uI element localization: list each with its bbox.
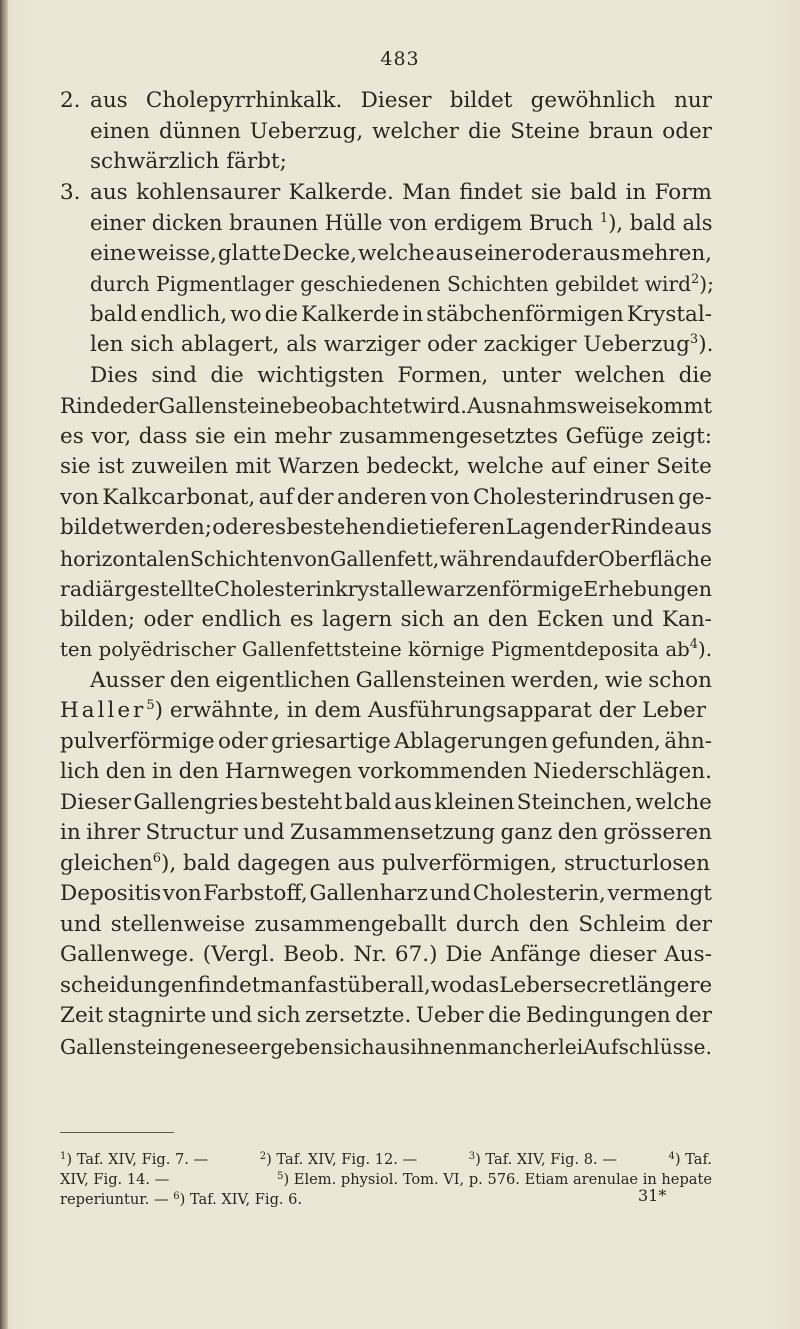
text-line: scheidungen findet man fast überall, wo das Lebersecret längere [60,972,713,998]
text-line-with-footnote [60,635,712,666]
item-3-line-1 [60,178,712,209]
printer-signature: 31* [638,1186,667,1205]
text-line: Dies sind die wichtigsten Formen, unter welchen die [90,362,712,388]
text-segment: durch Pigmentlager geschiedenen Schichten gebildet wird$^2$); [90,272,714,296]
text-line: bilden; oder endlich es lagern sich an den Ecken und Kan- [60,606,712,632]
footnote-4-cont: XIV, Fig. 14. — [60,1171,170,1188]
footnote-4: $^4$) Taf. [668,1151,712,1168]
text-line: aus Cholepyrrhinkalk. Dieser bildet gewöhnlich nur [90,88,712,113]
item-number: 2. [60,88,81,113]
footnote-mark: 5 [146,698,155,713]
footnote-mark: 1 [599,211,609,226]
text-line: es vor, dass sie ein mehr zusammengesetztes Gefüge zeigt: [60,423,712,449]
text-line: einen dünnen Ueberzug, welcher die Steine braun oder [90,118,712,144]
text-line: und stellenweise zusammengeballt durch den Schleim der [60,911,712,937]
text-line: Depositis von Farbstoff, Gallenharz und Cholesterin, vermengt [60,881,712,906]
page-number: 483 [380,48,420,70]
footnote-mark: 3 [689,332,699,347]
main-text [60,86,712,1062]
text-line: pulverförmige oder griesartige Ablagerungen gefunden, ähn- [60,728,712,754]
text-line: radiär gestellte Cholesterinkrystalle warzenförmige Erhebungen [60,577,713,601]
text-line-with-footnote [60,269,712,300]
footnote-line [60,1190,712,1210]
text-line: eine weisse, glatte Decke, welche aus einer oder aus mehren, [90,240,712,266]
text-line: schwärzlich färbt; [90,149,287,174]
footnote-3: $^3$) Taf. XIV, Fig. 8. — [468,1151,617,1168]
text-line: horizontalen Schichten von Gallenfett, während auf der Oberfläche [60,546,712,571]
text-line-with-footnote [60,696,712,727]
text-line: lich den in den Harnwegen vorkommenden Niederschlägen. [60,759,712,784]
book-binding-edge [0,0,8,1329]
text-line-with-footnote [60,330,712,361]
footnote-line [60,1170,712,1190]
footnote-5: $^5$) Elem. physiol. Tom. VI, p. 576. Etiam arenulae in hepate [277,1171,712,1188]
footnotes [60,1150,712,1210]
text-line-with-footnote [60,849,712,880]
author-name-haller: Haller [60,698,147,723]
text-line: Gallenwege. (Vergl. Beob. Nr. 67.) Die Anfänge dieser Aus- [60,942,712,967]
text-line: von Kalkcarbonat, auf der anderen von Cholesterindrusen ge- [60,484,712,510]
text-segment: ten polyëdrischer Gallenfettsteine körnige Pigmentdeposita $ab^4$). [60,637,713,661]
footnote-line [60,1150,712,1170]
text-line: bald endlich, wo die Kalkerde in stäbchenförmigen Krystal- [90,301,712,327]
footnote-1: $^1$) Taf. XIV, Fig. 7. — [60,1151,209,1168]
footnote-separator [60,1132,174,1133]
text-line: sie ist zuweilen mit Warzen bedeckt, welche auf einer Seite [60,454,712,479]
text-segment: einer dicken braunen Hülle von erdigem Bruch $^1$), bald als [90,210,713,235]
text-line-with-footnote [60,208,712,239]
text-line: bildet werden; oder es bestehen die tieferen Lagen der Rinde aus [60,515,712,540]
text-segment: gleichen$^6$), bald dagegen aus pulverförmigen, structurlosen [60,850,710,876]
footnote-mark: 6 [152,850,161,866]
text-line: aus kohlensaurer Kalkerde. Man findet sie bald in Form [90,179,712,205]
footnote-mark: 4 [689,637,699,652]
footnote-5-cont: reperiuntur. — [60,1191,169,1208]
text-line: Ausser den eigentlichen Gallensteinen werden, wie schon [90,667,712,693]
text-line: Dieser Gallengries besteht bald aus kleinen Steinchen, welche [60,789,712,815]
footnote-6: $^6$) Taf. XIV, Fig. 6. [173,1191,303,1208]
text-segment: Haller$^5$) erwähnte, in dem Ausführungsapparat der Leber [60,698,706,723]
footnote-2: $^2$) Taf. XIV, Fig. 12. — [259,1151,418,1168]
text-segment: len sich ablagert, als warziger oder zackiger Ueberzug$^3$). [90,332,714,357]
item-2-line-1 [60,86,712,117]
footnote-mark: 2 [691,272,700,287]
text-line: Rinde der Gallensteine beobachtet wird. Ausnahmsweise kommt [60,393,712,418]
item-number: 3. [60,179,81,205]
text-line: Zeit stagnirte und sich zersetzte. Ueber die Bedingungen der [60,1003,712,1028]
text-line: in ihrer Structur und Zusammensetzung ganz den grösseren [60,820,712,845]
text-line: Gallensteingenese ergeben sich aus ihnen mancherlei Aufschlüsse. [60,1034,712,1059]
